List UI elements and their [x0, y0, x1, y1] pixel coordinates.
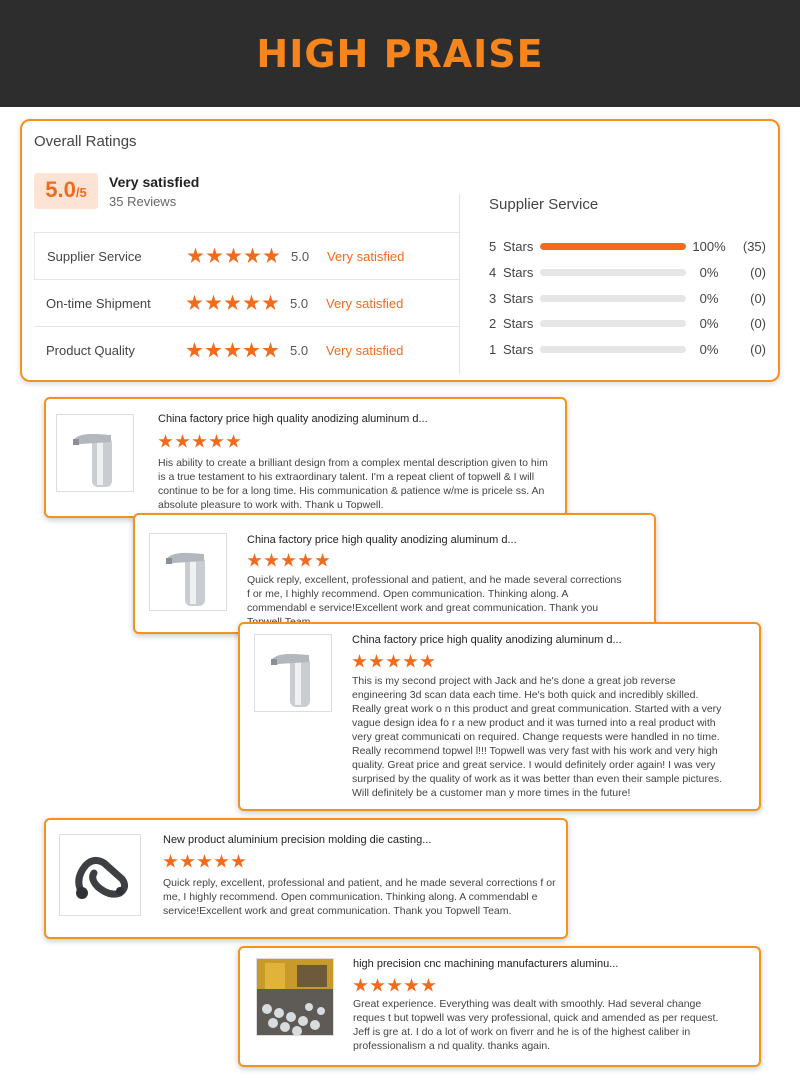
distribution-count: (0) — [750, 342, 766, 358]
star-rating — [187, 248, 291, 265]
bracket-part-icon — [59, 834, 141, 916]
factory-photo-icon — [256, 958, 334, 1036]
distribution-percent: 0% — [699, 265, 719, 281]
review-text: This is my second project with Jack and he's done a great job reverse engineering 3d scan data each time. He's both quick and incredibly skilled. Really great work o n this product and great communication. Started with a very vague design idea fo r a new product and it was turned into a real product with very great communicati on required. Change requests were handled in no time. Really recommend topwel l!!! Topwell was very fast with his work and very high quality. Great price and great service. I would definitely order again! I was very surprised by the quality of work as it was better than even their sample pictures. Will definitely be a customer man y more times in the future! — [352, 675, 723, 799]
distribution-row-2 — [489, 311, 769, 337]
score-max: /5 — [75, 185, 87, 200]
divider — [459, 194, 460, 374]
category-score: 5.0 — [290, 343, 309, 358]
star-icon — [224, 342, 241, 359]
star-icon — [352, 654, 367, 669]
faucet-icon — [149, 533, 227, 611]
star-number: 5 — [489, 239, 497, 255]
review-card — [238, 622, 761, 811]
score-value: 5.0 — [45, 177, 76, 202]
star-rating — [186, 295, 290, 312]
category-name: Product Quality — [46, 343, 135, 358]
star-number: 2 — [489, 316, 497, 332]
score-badge — [34, 173, 98, 209]
star-icon — [281, 553, 296, 568]
star-icon — [243, 295, 260, 312]
review-star-rating — [158, 434, 241, 449]
distribution-bar — [540, 243, 686, 250]
category-name: On-time Shipment — [46, 295, 151, 311]
star-icon — [247, 553, 262, 568]
distribution-percent: 100% — [692, 239, 726, 255]
review-card — [238, 946, 761, 1067]
distribution-row-5 — [489, 234, 769, 260]
category-row-product-quality — [34, 327, 460, 374]
review-product-title: high precision cnc machining manufacturers aluminu... — [353, 958, 619, 970]
star-icon — [186, 342, 203, 359]
category-name: Supplier Service — [47, 248, 142, 264]
review-card — [133, 513, 656, 634]
star-word: Stars — [503, 342, 534, 358]
star-icon — [186, 295, 203, 312]
review-star-rating — [247, 553, 330, 568]
category-score: 5.0 — [290, 295, 309, 311]
distribution-row-3 — [489, 285, 769, 311]
star-number: 1 — [489, 342, 497, 358]
review-star-rating — [352, 654, 435, 669]
distribution-bar — [540, 269, 686, 276]
ratings-heading: Overall Ratings — [34, 133, 137, 150]
star-icon — [175, 434, 190, 449]
distribution-count: (0) — [750, 265, 766, 281]
faucet-icon — [56, 414, 134, 492]
review-product-title: New product aluminium precision molding die casting... — [163, 834, 432, 846]
distribution-count: (0) — [750, 290, 766, 306]
review-text: Quick reply, excellent, professional and patient, and he made several corrections f or me, I highly recommend. Open communication. Thinking along. A commendabl e service!Excellent work and great communication. Thank you Topwell Team. — [163, 877, 556, 917]
distribution-count: (35) — [742, 239, 766, 255]
star-icon — [353, 978, 368, 993]
star-icon — [205, 342, 222, 359]
star-distribution — [489, 234, 769, 362]
star-icon — [298, 553, 313, 568]
category-score: 5.0 — [291, 248, 310, 264]
page-title: HIGH PRAISE — [256, 31, 544, 76]
star-icon — [192, 434, 207, 449]
star-icon — [225, 248, 242, 265]
star-icon — [421, 978, 436, 993]
star-icon — [209, 434, 224, 449]
star-icon — [226, 434, 241, 449]
faucet-icon — [254, 634, 332, 712]
star-icon — [180, 854, 195, 869]
distribution-row-1 — [489, 337, 769, 363]
star-icon — [243, 342, 260, 359]
star-icon — [404, 978, 419, 993]
review-star-rating — [353, 978, 436, 993]
reviews-count: 35 Reviews — [109, 194, 177, 209]
star-icon — [214, 854, 229, 869]
category-row-supplier-service — [34, 232, 460, 280]
header-banner — [0, 0, 800, 107]
star-icon — [197, 854, 212, 869]
star-word: Stars — [503, 239, 534, 255]
star-icon — [262, 342, 279, 359]
distribution-bar — [540, 346, 686, 353]
star-icon — [420, 654, 435, 669]
star-icon — [403, 654, 418, 669]
category-label: Very satisfied — [327, 248, 405, 264]
star-number: 4 — [489, 265, 497, 281]
category-label: Very satisfied — [326, 295, 404, 311]
summary-label: Very satisfied — [109, 174, 200, 190]
distribution-percent: 0% — [699, 290, 719, 306]
star-icon — [187, 248, 204, 265]
overall-ratings-card — [20, 119, 780, 382]
star-icon — [315, 553, 330, 568]
star-rating — [186, 342, 290, 359]
star-number: 3 — [489, 290, 497, 306]
star-icon — [264, 553, 279, 568]
distribution-bar — [540, 320, 686, 327]
review-text: Great experience. Everything was dealt with smoothly. Had several change reques t but topwell was very professional, quick and amended as per request. Jeff is gre at. I do a lot of work on fiverr and he is of the highest caliber in professionalism a nd quality. thanks again. — [353, 998, 719, 1052]
star-icon — [163, 854, 178, 869]
star-icon — [224, 295, 241, 312]
distribution-bar — [540, 295, 686, 302]
star-word: Stars — [503, 316, 534, 332]
star-icon — [231, 854, 246, 869]
star-icon — [158, 434, 173, 449]
distribution-percent: 0% — [699, 342, 719, 358]
star-icon — [244, 248, 261, 265]
category-label: Very satisfied — [326, 343, 404, 358]
star-icon — [386, 654, 401, 669]
distribution-bar-fill — [540, 243, 686, 250]
star-icon — [263, 248, 280, 265]
star-word: Stars — [503, 290, 534, 306]
star-word: Stars — [503, 265, 534, 281]
distribution-percent: 0% — [699, 316, 719, 332]
star-icon — [262, 295, 279, 312]
star-icon — [369, 654, 384, 669]
review-product-title: China factory price high quality anodizing aluminum d... — [352, 634, 622, 646]
category-row-on-time-shipment — [34, 280, 460, 327]
review-card — [44, 397, 567, 518]
review-text: His ability to create a brilliant design from a complex mental description given to him is a true testament to his extraordinary talent. I'm a repeat client of topwell & I will continue to be for a long time. His communication & patience w/me is pricele ss. An absolute pleasure to work with. Thank u Topwell. — [158, 457, 548, 511]
review-product-title: China factory price high quality anodizing aluminum d... — [158, 413, 428, 425]
review-product-title: China factory price high quality anodizing aluminum d... — [247, 534, 517, 546]
review-card — [44, 818, 568, 939]
distribution-row-4 — [489, 260, 769, 286]
star-icon — [370, 978, 385, 993]
review-star-rating — [163, 854, 246, 869]
star-icon — [387, 978, 402, 993]
distribution-count: (0) — [750, 316, 766, 332]
distribution-title: Supplier Service — [489, 196, 599, 213]
star-icon — [205, 295, 222, 312]
review-text: Quick reply, excellent, professional and patient, and he made several corrections f or me, I highly recommend. Open communication. Thinking along. A commendabl e service!Excellent work and great communication. Thank you — [247, 574, 622, 614]
category-ratings-table — [34, 232, 460, 374]
star-icon — [206, 248, 223, 265]
